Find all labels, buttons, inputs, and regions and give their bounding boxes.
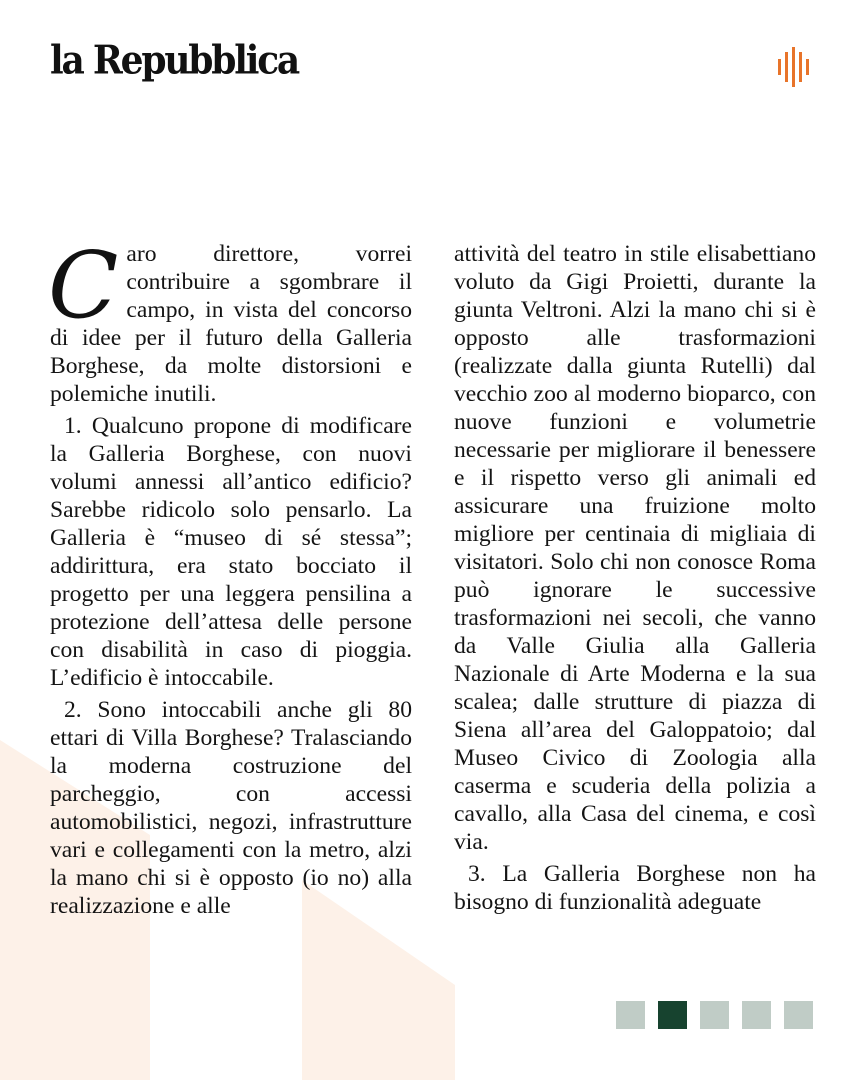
audio-bars-icon bbox=[776, 47, 816, 87]
masthead-logo: la Repubblica bbox=[50, 38, 299, 84]
page-dot-1[interactable] bbox=[616, 1001, 645, 1029]
page-dot-5[interactable] bbox=[784, 1001, 813, 1029]
pagination-dots bbox=[616, 1001, 813, 1029]
article-paragraph: 2. Sono intoccabili anche gli 80 ettari di Villa Borghese? Tralasciando la moderna costruzione del parcheggio, con accessi automobilistici, negozi, infrastrutture vari e collegamenti con la metro, alzi la mano chi si è opposto (io no) alla realizzazione e alle bbox=[50, 697, 412, 919]
paragraph-text: aro direttore, vorrei contribuire a sgombrare il campo, in vista del concorso di idee per il futuro della Galleria Borghese, da molte distorsioni e polemiche inutili. bbox=[50, 241, 412, 407]
drop-cap: C bbox=[48, 232, 119, 339]
article-paragraph bbox=[48, 232, 412, 408]
article-column-right bbox=[454, 240, 816, 916]
page-dot-2[interactable] bbox=[658, 1001, 687, 1029]
article-paragraph: 1. Qualcuno propone di modificare la Galleria Borghese, con nuovi volumi annessi all’antico edificio? Sarebbe ridicolo solo pensarlo. La Galleria è “museo di sé stessa”; addirittura, era stato bocciato il progetto per una leggera pensilina a protezione dell’attesa delle persone con disabilità in caso di pioggia. L’edificio è intoccabile. bbox=[50, 413, 412, 691]
article-paragraph: 3. La Galleria Borghese non ha bisogno di funzionalità adeguate bbox=[454, 861, 816, 915]
article-column-left bbox=[48, 232, 412, 920]
article-paragraph: attività del teatro in stile elisabettiano voluto da Gigi Proietti, durante la giunta Veltroni. Alzi la mano chi si è opposto alle trasformazioni (realizzate dalla giunta Rutelli) dal vecchio zoo al moderno bioparco, con nuove funzioni e volumetrie necessarie per migliorare il benessere e il rispetto verso gli animali ed assicurare una fruizione molto migliore per centinaia di migliaia di visitatori. Solo chi non conosce Roma può ignorare le successive trasformazioni nei secoli, che vanno da Valle Giulia alla Galleria Nazionale di Arte Moderna e la sua scalea; dalle strutture di piazza di Siena all’area del Galoppatoio; dal Museo Civico di Zoologia alla caserma e scuderia della polizia a cavallo, alla Casa del cinema, e così via. bbox=[454, 241, 816, 855]
page-dot-3[interactable] bbox=[700, 1001, 729, 1029]
page-dot-4[interactable] bbox=[742, 1001, 771, 1029]
